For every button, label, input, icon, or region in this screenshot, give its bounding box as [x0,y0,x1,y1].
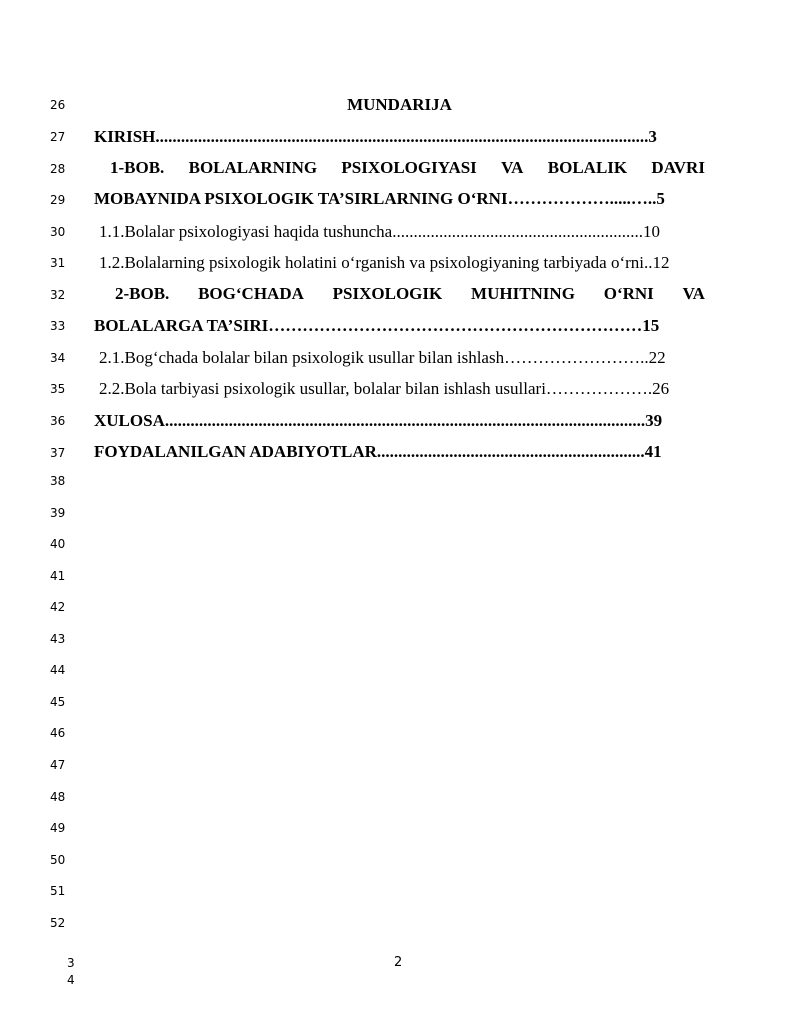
line-number: 50 [50,853,66,867]
line-number: 41 [50,569,66,583]
toc-entry-chapter-1-cont[interactable]: MOBAYNIDA PSIXOLOGIK TA’SIRLARNING O‘RNI……………….....…..5 [94,189,665,208]
line-number: 51 [50,884,66,898]
line-number: 36 [50,414,66,428]
heading-word: PSIXOLOGIK [332,284,443,303]
line-number: 42 [50,600,66,614]
heading-word: MUHITNING [471,284,575,303]
toc-entry-kirish[interactable]: KIRISH....................................................................................................................3 [94,127,657,146]
line-number: 28 [50,162,66,176]
line-number: 32 [50,288,66,302]
heading-word: DAVRI [651,158,705,177]
toc-entry-section-2-1[interactable]: 2.1.Bog‘chada bolalar bilan psixologik usullar bilan ishlash……………………..22 [99,348,666,367]
heading-word: VA [682,284,705,303]
line-number: 37 [50,446,66,460]
heading-word: BOLALARNING [188,158,318,177]
heading-word: 2-BOB. [115,284,170,303]
toc-entry-adabiyotlar[interactable]: FOYDALANILGAN ADABIYOTLAR...............................................................41 [94,442,662,461]
line-number: 39 [50,506,66,520]
heading-word: O‘RNI [603,284,654,303]
heading-word: VA [501,158,524,177]
line-number: 31 [50,256,66,270]
line-number: 30 [50,225,66,239]
heading-word: 1-BOB. [110,158,165,177]
heading-word: BOLALIK [547,158,628,177]
line-number: 38 [50,474,66,488]
line-number: 35 [50,382,66,396]
toc-entry-chapter-1[interactable] [110,158,705,178]
line-number: 29 [50,193,66,207]
line-number: 52 [50,916,66,930]
heading-word: BOG‘CHADA [198,284,304,303]
footer-line-number-2: 4 [67,973,75,987]
line-number: 34 [50,351,66,365]
line-number: 27 [50,130,66,144]
toc-entry-chapter-2[interactable] [115,284,705,304]
line-number: 26 [50,98,66,112]
toc-entry-section-2-2[interactable]: 2.2.Bola tarbiyasi psixologik usullar, bolalar bilan ishlash usullari……………….26 [99,379,670,398]
line-number: 47 [50,758,66,772]
toc-entry-section-1-2[interactable]: 1.2.Bolalarning psixologik holatini o‘rganish va psixologiyaning tarbiyada o‘rni..12 [99,253,670,272]
heading-word: PSIXOLOGIYASI [341,158,477,177]
line-number: 46 [50,726,66,740]
line-number: 40 [50,537,66,551]
toc-entry-xulosa[interactable]: XULOSA.................................................................................................................39 [94,411,663,430]
toc-entry-section-1-1[interactable]: 1.1.Bolalar psixologiyasi haqida tushuncha...........................................................10 [99,222,660,241]
page-number: 2 [394,955,403,970]
line-number: 43 [50,632,66,646]
toc-entry-chapter-2-cont[interactable]: BOLALARGA TA’SIRI…………………………………………………………15 [94,316,660,335]
line-number: 44 [50,663,66,677]
footer-line-number-1: 3 [67,956,75,970]
line-number: 33 [50,319,66,333]
line-number: 48 [50,790,66,804]
line-number: 49 [50,821,66,835]
line-number: 45 [50,695,66,709]
toc-title: MUNDARIJA [347,95,452,114]
